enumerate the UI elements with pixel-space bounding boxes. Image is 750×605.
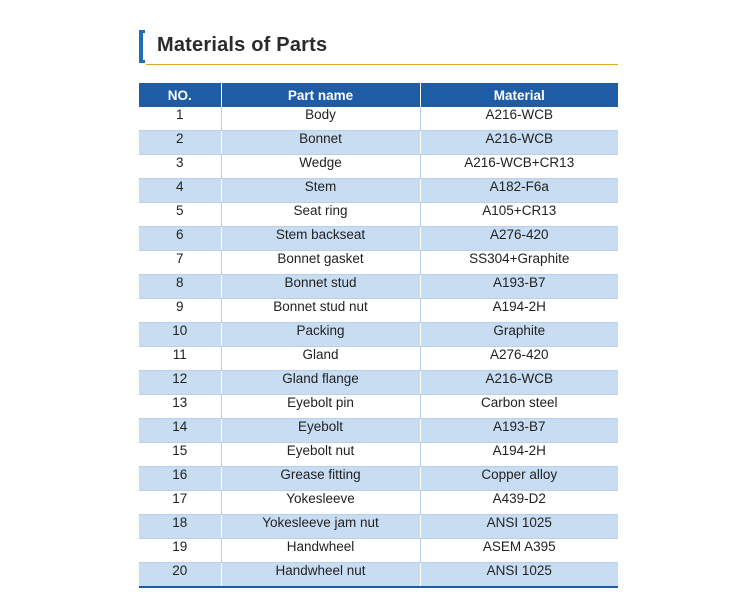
table-row: [139, 515, 618, 539]
row-part-name: Wedge: [221, 155, 420, 179]
table-row: [139, 299, 618, 323]
row-number: 17: [139, 491, 221, 515]
table-row: [139, 227, 618, 251]
table-row: [139, 155, 618, 179]
row-material: A216-WCB: [420, 371, 618, 395]
title-bracket-decoration: [139, 30, 143, 63]
table-row: [139, 371, 618, 395]
table-body: [139, 107, 618, 587]
row-material: A193-B7: [420, 275, 618, 299]
row-material: A276-420: [420, 347, 618, 371]
row-part-name: Yokesleeve jam nut: [221, 515, 420, 539]
row-number: 8: [139, 275, 221, 299]
table-header-row: [139, 83, 618, 107]
row-number: 15: [139, 443, 221, 467]
row-material: ASEM A395: [420, 539, 618, 563]
table-row: [139, 443, 618, 467]
row-part-name: Seat ring: [221, 203, 420, 227]
row-number: 12: [139, 371, 221, 395]
row-part-name: Bonnet stud nut: [221, 299, 420, 323]
header-part-name: Part name: [221, 83, 420, 107]
table-row: [139, 323, 618, 347]
row-number: 13: [139, 395, 221, 419]
row-number: 2: [139, 131, 221, 155]
row-material: Graphite: [420, 323, 618, 347]
row-material: A276-420: [420, 227, 618, 251]
row-material: ANSI 1025: [420, 515, 618, 539]
row-material: ANSI 1025: [420, 563, 618, 588]
row-part-name: Packing: [221, 323, 420, 347]
row-part-name: Eyebolt: [221, 419, 420, 443]
row-number: 6: [139, 227, 221, 251]
table-row: [139, 203, 618, 227]
row-part-name: Gland flange: [221, 371, 420, 395]
row-material: A216-WCB: [420, 131, 618, 155]
row-number: 1: [139, 107, 221, 131]
row-part-name: Yokesleeve: [221, 491, 420, 515]
row-material: Copper alloy: [420, 467, 618, 491]
row-material: Carbon steel: [420, 395, 618, 419]
row-part-name: Handwheel: [221, 539, 420, 563]
title-underline: [146, 64, 618, 65]
row-number: 9: [139, 299, 221, 323]
row-number: 18: [139, 515, 221, 539]
row-part-name: Eyebolt nut: [221, 443, 420, 467]
row-number: 3: [139, 155, 221, 179]
row-part-name: Grease fitting: [221, 467, 420, 491]
table-row: [139, 179, 618, 203]
table-row: [139, 395, 618, 419]
row-part-name: Stem: [221, 179, 420, 203]
row-material: A194-2H: [420, 299, 618, 323]
row-part-name: Bonnet stud: [221, 275, 420, 299]
table-row: [139, 539, 618, 563]
table-row: [139, 251, 618, 275]
row-material: A194-2H: [420, 443, 618, 467]
table-row: [139, 107, 618, 131]
row-part-name: Eyebolt pin: [221, 395, 420, 419]
materials-table: [139, 83, 618, 588]
row-number: 16: [139, 467, 221, 491]
row-number: 20: [139, 563, 221, 588]
row-number: 7: [139, 251, 221, 275]
header-number: NO.: [139, 83, 221, 107]
row-material: A216-WCB+CR13: [420, 155, 618, 179]
row-part-name: Bonnet gasket: [221, 251, 420, 275]
row-number: 4: [139, 179, 221, 203]
row-part-name: Stem backseat: [221, 227, 420, 251]
table-row: [139, 347, 618, 371]
row-material: A182-F6a: [420, 179, 618, 203]
table-row: [139, 419, 618, 443]
table-row: [139, 275, 618, 299]
row-material: A193-B7: [420, 419, 618, 443]
row-number: 10: [139, 323, 221, 347]
row-part-name: Body: [221, 107, 420, 131]
row-material: A439-D2: [420, 491, 618, 515]
row-material: A105+CR13: [420, 203, 618, 227]
row-material: A216-WCB: [420, 107, 618, 131]
row-part-name: Bonnet: [221, 131, 420, 155]
row-part-name: Gland: [221, 347, 420, 371]
table-row: [139, 467, 618, 491]
row-number: 19: [139, 539, 221, 563]
row-number: 5: [139, 203, 221, 227]
page-title: Materials of Parts: [157, 34, 328, 56]
table-row: [139, 491, 618, 515]
header-material: Material: [420, 83, 618, 107]
row-part-name: Handwheel nut: [221, 563, 420, 588]
table-row: [139, 563, 618, 588]
row-material: SS304+Graphite: [420, 251, 618, 275]
row-number: 11: [139, 347, 221, 371]
table-row: [139, 131, 618, 155]
row-number: 14: [139, 419, 221, 443]
